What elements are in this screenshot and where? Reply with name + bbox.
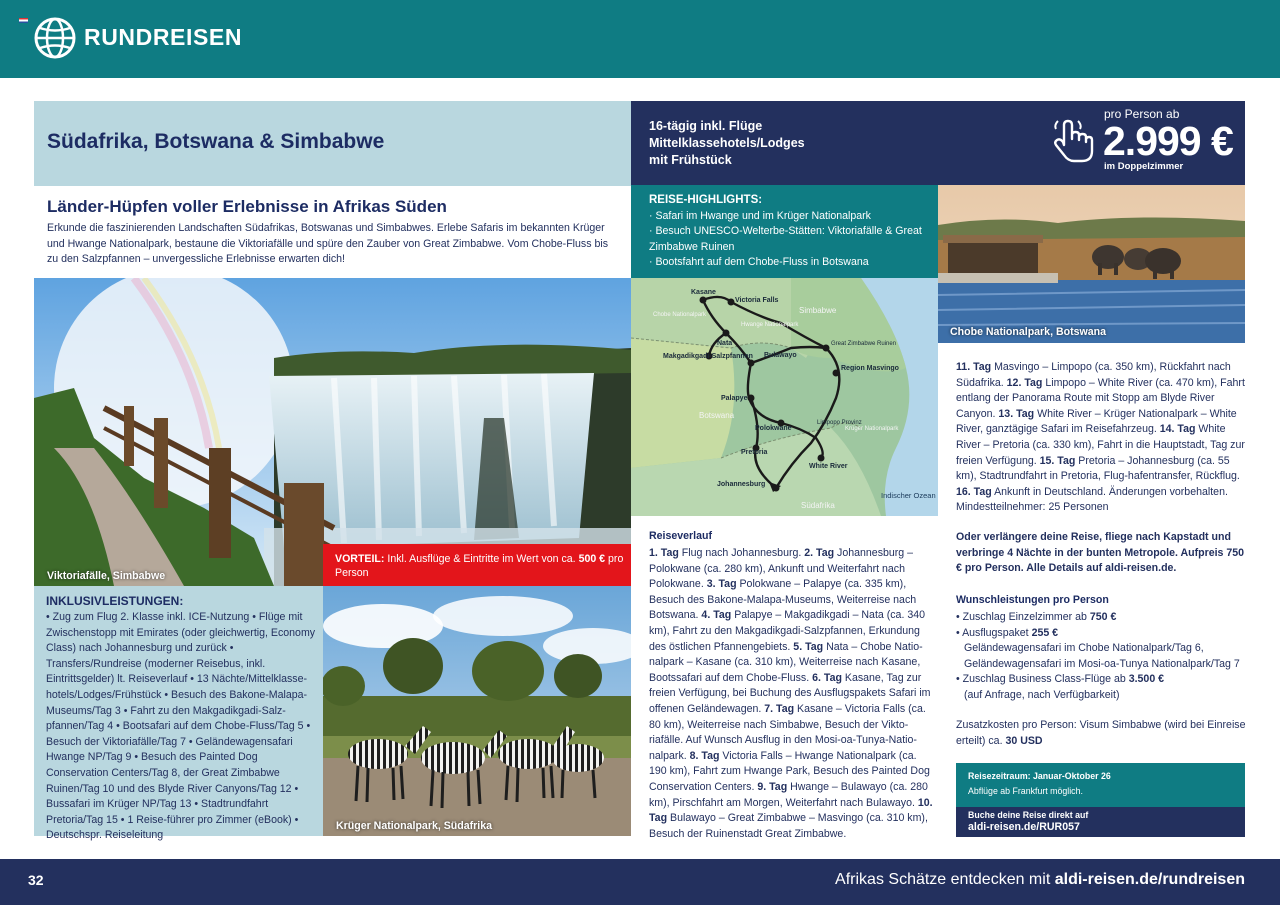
wish-label: • Ausflugspaket bbox=[956, 626, 1032, 639]
photo-caption: Krüger Nationalpark, Südafrika bbox=[336, 820, 493, 832]
itinerary-part-1 bbox=[649, 546, 936, 842]
map-label: Botswana bbox=[699, 411, 735, 420]
wish-detail: (auf Anfrage, nach Verfügbarkeit) bbox=[964, 688, 1120, 701]
extra-cost-value: 30 USD bbox=[1005, 734, 1043, 747]
itinerary-day-text: Bulawayo – Great Zimbabwe – Masvingo (ca. 310 km), Besuch der Ruinenstadt Great Zimbabwe. bbox=[649, 812, 928, 840]
globe-icon bbox=[33, 16, 77, 60]
wishes-list bbox=[956, 610, 1246, 704]
wishes-title: Wunschleistungen pro Person bbox=[956, 594, 1109, 606]
itinerary-day: 2. Tag bbox=[804, 547, 835, 559]
inclusive-title: INKLUSIVLEISTUNGEN: bbox=[46, 594, 184, 608]
footer-link[interactable]: aldi-reisen.de/rundreisen bbox=[1054, 871, 1245, 888]
promo-amount: 500 € bbox=[578, 553, 606, 565]
wish-price: 255 € bbox=[1031, 626, 1059, 639]
map-label: Pretoria bbox=[741, 449, 768, 456]
itinerary-title: Reiseverlauf bbox=[649, 530, 713, 542]
highlight-item: · Besuch UNESCO-Welterbe-Stätten: Viktoriafälle & Great Zimbabwe Ruinen bbox=[649, 225, 922, 253]
map-label: Makgadikgadi-Salzpfannen bbox=[663, 353, 753, 360]
map-label: Region Masvingo bbox=[841, 365, 899, 372]
intro-heading: Länder-Hüpfen voller Erlebnisse in Afrikas Süden bbox=[47, 197, 447, 216]
extra-cost bbox=[956, 718, 1246, 749]
pointing-hand-icon bbox=[1050, 115, 1096, 167]
travel-period-box bbox=[956, 763, 1245, 807]
highlight-item: · Bootsfahrt auf dem Chobe-Fluss in Botswana bbox=[649, 256, 869, 269]
itinerary-day: 9. Tag bbox=[757, 780, 788, 793]
itinerary-day: 10. Tag bbox=[649, 796, 933, 825]
map-label: White River bbox=[809, 463, 848, 470]
map-label: Johannesburg bbox=[717, 481, 766, 488]
duration-line: mit Frühstück bbox=[649, 153, 732, 167]
map-label: Hwange Nationalpark bbox=[741, 322, 799, 328]
footer-tagline bbox=[835, 871, 1245, 889]
promo-body: Inkl. Ausflüge & Eintritte im Wert von ca. bbox=[387, 553, 576, 565]
duration-line: 16-tägig inkl. Flüge bbox=[649, 119, 763, 133]
price-value: 2.999 € bbox=[1103, 118, 1233, 164]
itinerary-day-text: Nata – Chobe Natio-nalpark – Kasane (ca. 310 km), Weiterreise nach Kasane, Bootssafari auf dem Chobe-Fluss. bbox=[649, 640, 923, 684]
price-from-label: pro Person ab bbox=[1104, 107, 1180, 121]
wish-detail: Geländewagensafari im Chobe Nationalpark/Tag 6, bbox=[964, 642, 1204, 655]
intro-text: Erkunde die faszinierenden Landschaften Südafrikas, Botswanas und Simbabwes. Erlebe Safaris im bekannten Krüger und Hwange Nationalpark, bestaune die Viktoriafälle und spüre den Zauber von Great Zimbabwe. Vom Chobe-Fluss bis zu den Salzpfannen – unvergessliche Erlebnisse erwarten dich! bbox=[47, 222, 609, 266]
itinerary-day: 15. Tag bbox=[1039, 454, 1076, 467]
itinerary-part-2 bbox=[956, 360, 1245, 516]
wish-item bbox=[956, 672, 1246, 703]
flag-icon bbox=[19, 18, 28, 23]
wish-price: 750 € bbox=[1089, 611, 1117, 623]
itinerary-day: 16. Tag bbox=[956, 485, 992, 498]
footer-text: Afrikas Schätze entdecken mit bbox=[835, 871, 1051, 888]
itinerary-day: 8. Tag bbox=[689, 749, 720, 762]
wish-detail: Geländewagensafari im Mosi-oa-Tunya Nationalpark/Tag 7 bbox=[964, 657, 1240, 670]
booking-label: Buche deine Reise direkt auf bbox=[968, 810, 1089, 820]
itinerary-day: 14. Tag bbox=[1159, 423, 1196, 436]
map-label: Indischer Ozean bbox=[881, 491, 936, 500]
itinerary-day-text: Palapye – Makgadikgadi – Nata (ca. 340 km), Fahrt zu den Makgadikgadi-Salzpfannen, Erkundung des östlichen Pfannengebiets. bbox=[649, 609, 925, 653]
route-map bbox=[631, 278, 938, 516]
itinerary-day-text: Victoria Falls – Hwange Nationalpark (ca. 190 km), Fahrt zum Hwange Park, Besuch des Painted Dog Conservation Centers. bbox=[649, 749, 930, 793]
itinerary-day: 1. Tag bbox=[649, 547, 679, 559]
map-label: Victoria Falls bbox=[735, 297, 779, 304]
wish-item bbox=[956, 626, 1246, 673]
page-number: 32 bbox=[28, 872, 44, 888]
highlights-list bbox=[649, 209, 931, 271]
chobe-photo bbox=[938, 185, 1245, 343]
map-label: Kasane bbox=[691, 289, 716, 296]
itinerary-day-text: Kasane, Tag zur freien Verfügung, bei Buchung des Ausflugspakets Safari im offenen Geländewagen. bbox=[649, 671, 931, 715]
wish-item bbox=[956, 610, 1246, 626]
victoria-falls-photo bbox=[34, 278, 631, 586]
map-label: Südafrika bbox=[801, 501, 835, 510]
duration-line: Mittelklassehotels/Lodges bbox=[649, 136, 805, 150]
promo-suffix: pro Person bbox=[335, 553, 624, 579]
itinerary-day: 3. Tag bbox=[706, 578, 737, 591]
itinerary-day-text: Ankunft in Deutschland. bbox=[991, 485, 1109, 498]
highlights-title: REISE-HIGHLIGHTS: bbox=[649, 194, 763, 206]
itinerary-day-text: Polokwane – Palapye (ca. 335 km), Besuch des Bakone-Malapa-Museums, Weiterreise nach Botswana. bbox=[649, 578, 917, 622]
itinerary-day-text: Flug nach Johannesburg. bbox=[678, 547, 805, 559]
itinerary-day-text: Hwange – Bulawayo (ca. 280 km), Pirschfahrt am Morgen, Weiterfahrt nach Bulawayo. bbox=[649, 780, 928, 809]
itinerary-day: 13. Tag bbox=[998, 407, 1035, 420]
itinerary-day: 4. Tag bbox=[701, 609, 732, 622]
section-title: RUNDREISEN bbox=[84, 24, 243, 50]
itinerary-day: 11. Tag bbox=[956, 361, 992, 373]
travel-period-label: Reisezeitraum: Januar-Oktober 26 bbox=[968, 771, 1111, 781]
itinerary-day-text: Kasane – Victoria Falls (ca. 80 km), Weiterreise nach Simbabwe, Besuch der Vikto-riafälle. Auf Wunsch Ausflug in den Mosi-oa-Tunya-Natio-nalpark. bbox=[649, 702, 926, 762]
wish-label: • Zuschlag Einzelzimmer ab bbox=[956, 611, 1090, 623]
photo-caption: Chobe Nationalpark, Botswana bbox=[950, 326, 1106, 338]
booking-link[interactable]: aldi-reisen.de/RUR057 bbox=[968, 821, 1080, 833]
inclusive-text: • Zug zum Flug 2. Klasse inkl. ICE-Nutzung • Flüge mit Zwischenstopp mit Emirates (oder gleichwertig, Economy Class) nach Johannesburg und zurück • Transfers/Rundreise (moderner Reisebus, inkl. Eintrittsgelder) lt. Reiseverlauf • 13 Nächte/Mittelklasse-hotels/Lodges/Frühstück • Besuch des Bakone-Malapa-Museums/Tag 3 • Fahrt zu den Makgadikgadi-Salz-pfannen/Tag 4 • Bootsafari auf dem Chobe-Fluss/Tag 5 • Besuch der Viktoriafälle/Tag 7 • Geländewagensafari Hwange NP/Tag 9 • Besuch des Painted Dog Conservation Centers/Tag 8, der Great Zimbabwe Ruinen/Tag 10 und des Blyde River Canyons/Tag 12 • Bussafari im Krüger NP/Tag 13 • Stadtrundfahrt Pretoria/Tag 15 • 1 Reise-führer pro Zimmer (eBook) • Deutschspr. Reiseleitung bbox=[46, 611, 316, 842]
highlight-item: · Safari im Hwange und im Krüger Nationalpark bbox=[649, 210, 871, 222]
trip-title: Südafrika, Botswana & Simbabwe bbox=[47, 130, 385, 153]
map-label: Chobe Nationalpark bbox=[653, 312, 707, 318]
map-label: Great Zimbabwe Ruinen bbox=[831, 341, 897, 347]
trip-duration bbox=[649, 118, 839, 169]
extension-offer: Oder verlängere deine Reise, fliege nach Kapstadt und verbringe 4 Nächte in der bunten Metropole. Aufpreis 750 € pro Person. Alle Details auf aldi-reisen.de. bbox=[956, 531, 1245, 575]
promo-label: VORTEIL: bbox=[335, 553, 385, 565]
travel-period-note: Abflüge ab Frankfurt möglich. bbox=[968, 786, 1083, 796]
itinerary-day-text: Johannesburg – Polokwane (ca. 280 km), Ankunft und Weiterfahrt nach Polokwane. bbox=[649, 547, 914, 591]
itinerary-day-text: Pretoria – Johannesburg (ca. 55 km), Stadtrundfahrt in Pretoria, Flug-hafentransfer, Rückflug. bbox=[956, 454, 1240, 483]
price-room-note: im Doppelzimmer bbox=[1104, 161, 1184, 172]
itinerary-note: Änderungen vorbehalten. Mindestteilnehmer: 25 Personen bbox=[956, 485, 1228, 514]
map-label: Simbabwe bbox=[799, 306, 837, 315]
itinerary-day: 5. Tag bbox=[793, 640, 824, 653]
photo-caption: Viktoriafälle, Simbabwe bbox=[47, 570, 166, 582]
wish-price: 3.500 € bbox=[1128, 673, 1165, 686]
map-label: Krüger Nationalpark bbox=[845, 426, 899, 432]
promo-text bbox=[335, 552, 625, 580]
map-label: Bulawayo bbox=[764, 352, 797, 359]
map-label: Nata bbox=[717, 340, 733, 347]
wish-label: • Zuschlag Business Class-Flüge ab bbox=[956, 673, 1129, 686]
map-label: Polokwane bbox=[755, 425, 792, 432]
itinerary-day-text: White River – Pretoria (ca. 330 km), Fahrt in die Hauptstadt, Tag zur freien Verfügung. bbox=[956, 423, 1245, 467]
itinerary-day: 7. Tag bbox=[764, 702, 795, 715]
itinerary-day-text: Limpopo – White River (ca. 470 km), Fahrt entlang der Panorama Route mit Stopp am Blyde River Canyon. bbox=[956, 376, 1245, 420]
itinerary-day-text: Masvingo – Limpopo (ca. 350 km), Rückfahrt nach Südafrika. bbox=[956, 361, 1231, 389]
map-label: Limpopo Provinz bbox=[817, 420, 862, 426]
map-label: Palapye bbox=[721, 395, 748, 402]
itinerary-day: 12. Tag bbox=[1006, 376, 1043, 389]
itinerary-day: 6. Tag bbox=[812, 671, 842, 684]
itinerary-day-text: White River – Krüger Nationalpark – White River, ganztägige Safari im Reisefahrzeug. bbox=[956, 407, 1237, 436]
extra-cost-text: Zusatzkosten pro Person: Visum Simbabwe (wird bei Einreise erteilt) ca. bbox=[956, 719, 1246, 747]
zebra-photo bbox=[323, 586, 631, 836]
